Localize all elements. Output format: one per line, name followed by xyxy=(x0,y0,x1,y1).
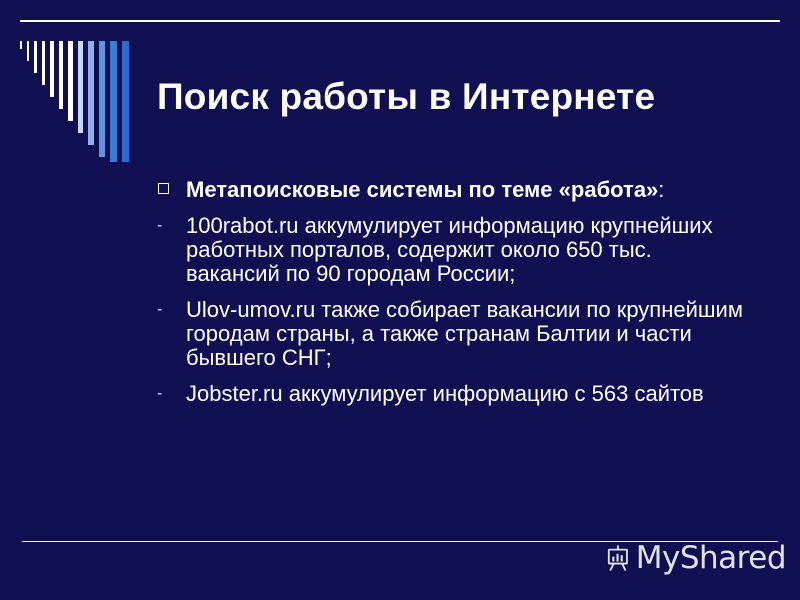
sub-item-text: Ulov-umov.ru также собирает вакансии по крупнейшим городам страны, а также странам Балтии и части бывшего СНГ; xyxy=(186,297,743,370)
dash-bullet-icon: - xyxy=(157,385,163,402)
sub-item-text: Jobster.ru аккумулирует информацию с 563 сайтов xyxy=(186,381,704,406)
sub-item-ulov-umov xyxy=(148,298,748,370)
main-bullet-bold-text: Метапоисковые системы по теме «работа» xyxy=(186,177,659,202)
main-bullet xyxy=(148,178,748,202)
sub-item-100rabot xyxy=(148,214,748,286)
decorative-stripes xyxy=(20,22,140,162)
main-bullet-suffix: : xyxy=(658,177,665,202)
slide-content xyxy=(148,178,748,418)
hollow-square-bullet-icon xyxy=(158,183,169,194)
presentation-board-icon xyxy=(606,538,630,578)
dash-bullet-icon: - xyxy=(157,301,163,318)
dash-bullet-icon: - xyxy=(157,217,163,234)
sub-item-jobster xyxy=(148,382,748,406)
watermark-text: MyShared xyxy=(635,540,786,576)
slide-title: Поиск работы в Интернете xyxy=(157,76,656,117)
watermark xyxy=(606,534,786,582)
sub-item-text: 100rabot.ru аккумулирует информацию крупнейших работных порталов, содержит около 650 тыс. вакансий по 90 городам России; xyxy=(186,213,713,286)
